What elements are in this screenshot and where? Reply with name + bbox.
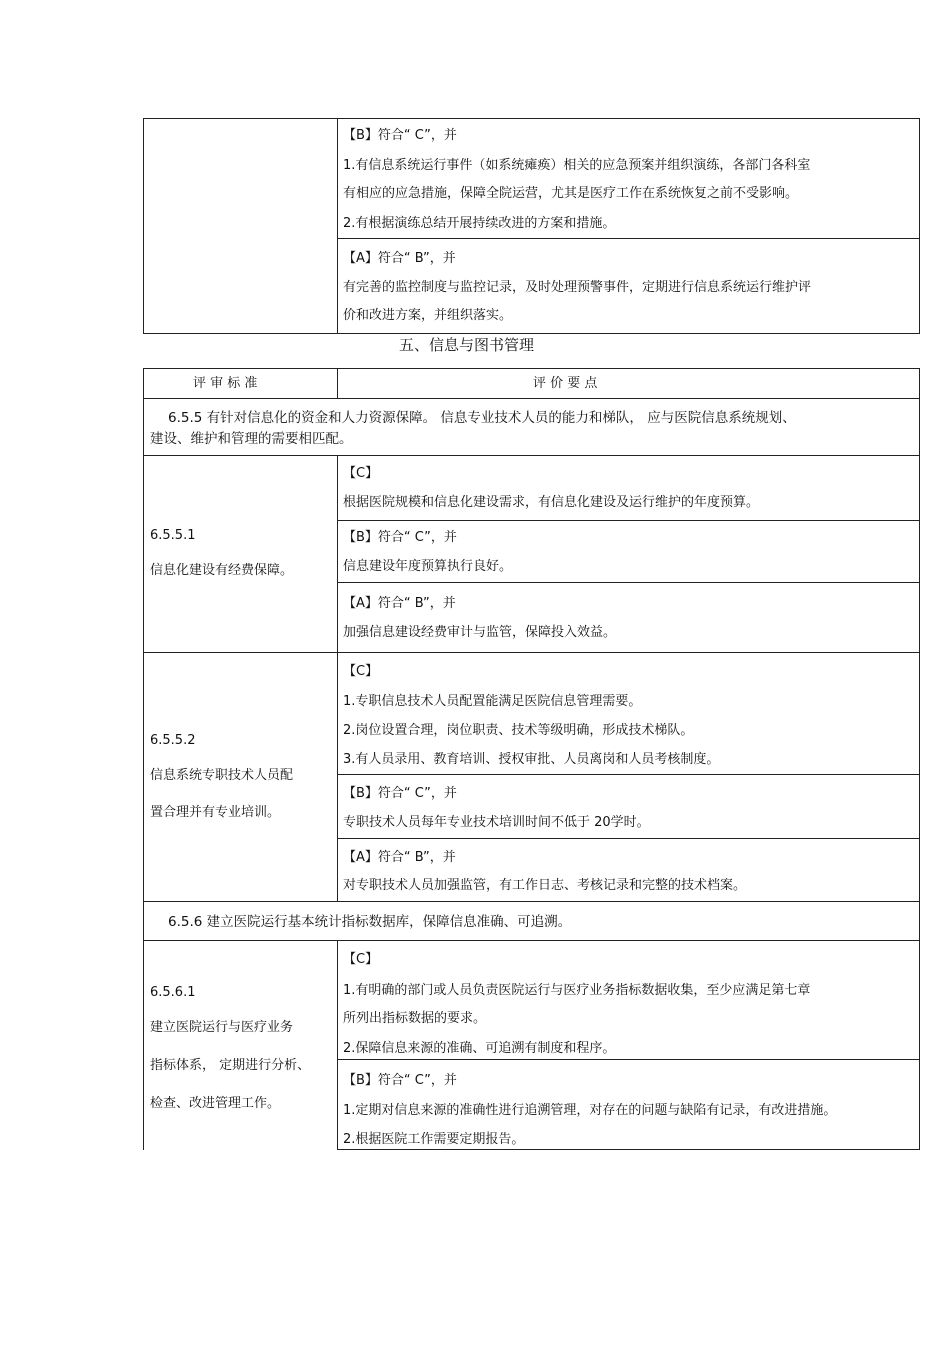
item-6551-b-title: 【B】符合“ C”，并 [343, 530, 457, 545]
item-6552-c-item-1: 1.专职信息技术人员配置能满足医院信息管理需要。 [343, 694, 642, 709]
section-655-heading-line2: 建设、维护和管理的需要相匹配。 [150, 431, 353, 447]
header-col1-label: 评 审 标 准 [193, 376, 258, 391]
item-6561-label-line1: 建立医院运行与医疗业务 [150, 1020, 294, 1035]
item-6551-a-item-1: 加强信息建设经费审计与监管，保障投入效益。 [343, 625, 617, 640]
top-a-title: 【A】符合“ B”，并 [343, 251, 456, 266]
item-6561-left-border [143, 940, 144, 1150]
section-title: 五、信息与图书管理 [399, 336, 535, 354]
item-6561-c-item-2: 2.保障信息来源的准确、可追溯有制度和程序。 [343, 1041, 616, 1056]
item-6561-id: 6.5.6.1 [150, 985, 196, 1000]
item-6551-id: 6.5.5.1 [150, 528, 196, 543]
item-6551-b-item-1: 信息建设年度预算执行良好。 [343, 559, 513, 574]
item-6551-a-title: 【A】符合“ B”，并 [343, 596, 456, 611]
item-6552-a-title: 【A】符合“ B”，并 [343, 850, 456, 865]
item-6561-c-title: 【C】 [343, 952, 379, 967]
item-6552-c-item-2: 2.岗位设置合理，岗位职责、技术等级明确，形成技术梯队。 [343, 723, 694, 738]
item-6552-b-item-1: 专职技术人员每年专业技术培训时间不低于 20学时。 [343, 815, 650, 830]
item-6552-id: 6.5.5.2 [150, 733, 196, 748]
item-6552-label-line2: 置合理并有专业培训。 [150, 805, 281, 820]
section-656-heading: 6.5.6 建立医院运行基本统计指标数据库，保障信息准确、可追溯。 [168, 914, 572, 930]
item-6551-left-cell [143, 455, 338, 653]
item-6561-b-item-2: 2.根据医院工作需要定期报告。 [343, 1132, 525, 1147]
item-6552-c-title: 【C】 [343, 664, 379, 679]
top-a-item-1a: 有完善的监控制度与监控记录，及时处理预警事件，定期进行信息系统运行维护评 [343, 280, 812, 295]
item-6561-label-line2: 指标体系， 定期进行分析、 [150, 1058, 311, 1073]
item-6551-c-item-1: 根据医院规模和信息化建设需求，有信息化建设及运行维护的年度预算。 [343, 495, 760, 510]
item-6551-label: 信息化建设有经费保障。 [150, 563, 294, 578]
item-6561-b-title: 【B】符合“ C”，并 [343, 1073, 457, 1088]
header-col2-label: 评 价 要 点 [533, 376, 598, 391]
item-6552-b-title: 【B】符合“ C”，并 [343, 786, 457, 801]
top-b-title: 【B】符合“ C”，并 [343, 128, 457, 143]
top-table-left-cell [143, 118, 338, 334]
item-6552-c-item-3: 3.有人员录用、教育培训、授权审批、人员离岗和人员考核制度。 [343, 752, 720, 767]
item-6552-a-item-1: 对专职技术人员加强监管，有工作日志、考核记录和完整的技术档案。 [343, 878, 747, 893]
item-6551-a-cell [337, 582, 920, 653]
top-b-item-2: 2.有根据演练总结开展持续改进的方案和措施。 [343, 216, 616, 231]
item-6561-label-line3: 检查、改进管理工作。 [150, 1096, 281, 1111]
item-6551-c-cell [337, 455, 920, 521]
item-6561-b-item-1: 1.定期对信息来源的准确性进行追溯管理，对存在的问题与缺陷有记录，有改进措施。 [343, 1103, 837, 1118]
top-b-item-1b: 有相应的应急措施，保障全院运营，尤其是医疗工作在系统恢复之前不受影响。 [343, 186, 799, 201]
top-b-item-1a: 1.有信息系统运行事件（如系统瘫痪）相关的应急预案并组织演练，各部门各科室 [343, 158, 811, 173]
item-6561-c-item-1b: 所列出指标数据的要求。 [343, 1011, 487, 1026]
item-6552-label-line1: 信息系统专职技术人员配 [150, 768, 294, 783]
header-col2 [337, 368, 920, 399]
item-6561-c-item-1a: 1.有明确的部门或人员负责医院运行与医疗业务指标数据收集，至少应满足第七章 [343, 983, 811, 998]
section-655-heading-row [143, 398, 920, 456]
item-6551-c-title: 【C】 [343, 466, 379, 481]
top-a-item-1b: 价和改进方案，并组织落实。 [343, 308, 513, 323]
section-655-heading-line1: 6.5.5 有针对信息化的资金和人力资源保障。 信息专业技术人员的能力和梯队， 应与医院信息系统规划、 [168, 410, 796, 426]
